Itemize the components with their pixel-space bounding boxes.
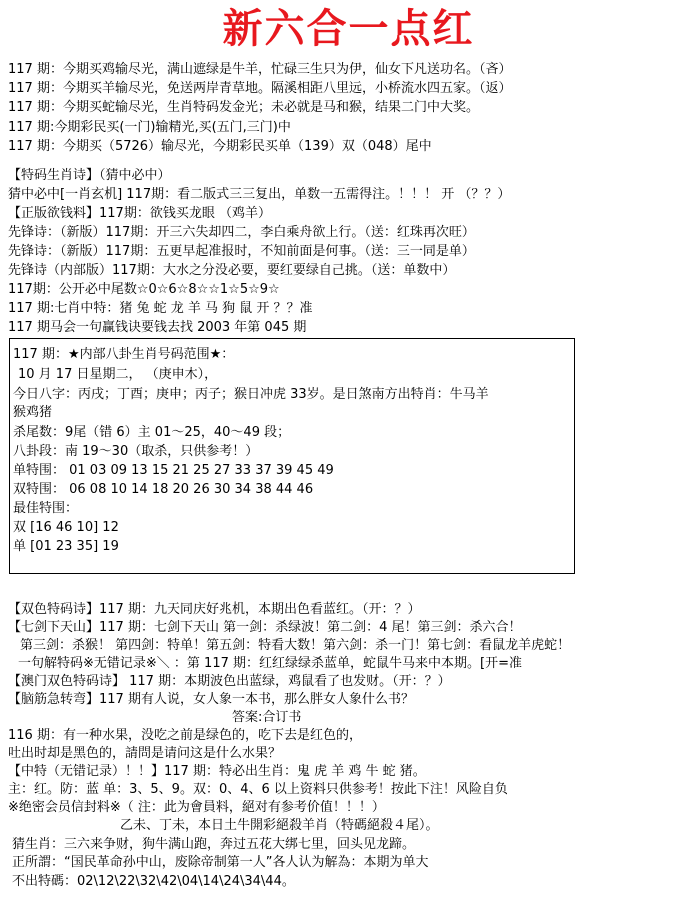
- text-line: 【中特（无错记录）！！】117 期：特必出生肖：鬼 虎 羊 鸡 牛 蛇 猪。: [8, 764, 426, 779]
- text-line: 吐出时却是黑色的，請問是请问这是什么水果？: [8, 746, 282, 761]
- text-line: 先锋诗：（新版）117期：五更早起准报时，不知前面是何事。（送：三一同是单）: [8, 244, 475, 259]
- text-line: 117 期:今期彩民买(一门)输精光,买(五门,三门)中: [8, 120, 291, 135]
- page-title: 新六合一点红: [222, 5, 475, 52]
- text-line: 【澳门双色特码诗】 117 期：本期波色出蓝绿，鸡鼠看了也发财。（开：？）: [8, 674, 451, 689]
- box-line: 最佳特围：: [13, 501, 79, 516]
- text-line: 不出特碼：02\12\22\32\42\04\14\24\34\44。: [12, 874, 295, 889]
- text-line: 答案:合订书: [232, 710, 302, 725]
- text-line: 先锋诗：（新版）117期：开三六失却四二，李白乘舟欲上行。（送：红珠再次旺）: [8, 225, 475, 240]
- box-line: 双特围： 06 08 10 14 18 20 26 30 34 38 44 46: [13, 482, 314, 497]
- text-line: 【七剑下天山】117 期：七剑下天山 第一剑：杀绿波！第二剑：4 尾！第三剑：杀六合！: [8, 620, 522, 635]
- box-line: 双 [16 46 10] 12: [13, 520, 119, 535]
- box-line: 10 月 17 日星期二， （庚申木），: [18, 367, 218, 382]
- text-line: 117 期:七肖中特：猪 兔 蛇 龙 羊 马 狗 鼠 开 ？？准: [8, 301, 313, 316]
- box-line: 117 期：★内部八卦生肖号码范围★：: [13, 347, 235, 362]
- text-line: 【双色特码诗】117 期：九天同庆好兆机，本期出色看蓝红。（开：？）: [8, 602, 421, 617]
- text-line: 主：红。防：蓝 单：3、5、9。双：0、4、6 以上资料只供参考！按此下注！风险自负: [8, 782, 508, 797]
- text-line: 116 期：有一种水果，没吃之前是绿色的，吃下去是红色的，: [8, 728, 362, 743]
- text-line: 117 期：今期买鸡输尽光，满山遮绿是牛羊，忙碌三生只为伊，仙女下凡送功名。（吝）: [8, 62, 512, 77]
- text-line: 先锋诗（内部版）117期：大水之分没必要，要红要绿自己挑。（送：单数中）: [8, 263, 456, 278]
- text-line: 117 期：今期买（5726）输尽光，今期彩民买单（139）双（048）尾中: [8, 139, 432, 154]
- text-line: 猜中必中[一肖玄机] 117期：看二版式三三复出，单数一五需得注。！！！ 开 （？？）: [8, 187, 511, 202]
- text-line: ※绝密会员信封料※（ 注：此为會員料，絕对有参考价值！！！）: [8, 800, 385, 815]
- box-line: 猴鸡猪: [13, 405, 53, 420]
- box-line: 八卦段：南 19～30（取杀，只供参考！）: [13, 444, 259, 459]
- text-line: 【正版欲钱料】117期：欲钱买龙眼 （鸡羊）: [8, 206, 271, 221]
- text-line: 猜生肖：三六来争财，狗牛满山跑，奔过五花大绑七里，回头见龙蹄。: [12, 837, 416, 852]
- text-line: 117 期：今期买蛇输尽光，生肖特码发金光；未必就是马和猴，结果二门中大奖。: [8, 100, 479, 115]
- text-line: 第三剑：杀猴！ 第四剑：特单！第五剑：特看大数！第六剑：杀一门！第七剑：看鼠龙羊虎蛇！: [20, 638, 571, 653]
- text-line: 正所謂：“国民革命孙中山，废除帝制第一人”各人认为解為：本期为单大: [12, 855, 429, 870]
- range-box: [9, 338, 575, 574]
- text-line: 乙未、丁未，本日土牛開彩絕殺羊肖（特碼絕殺４尾）。: [120, 818, 439, 833]
- box-line: 单 [01 23 35] 19: [13, 539, 119, 554]
- text-line: 117 期马会一句赢钱诀要钱去找 2003 年第 045 期: [8, 320, 307, 335]
- text-line: 一句解特码※无错记录※＼ ：第 117 期：红红绿绿杀蓝单，蛇鼠牛马来中本期。[开=准: [18, 656, 522, 671]
- box-line: 杀尾数：9尾（错 6）主 01～25，40～49 段；: [13, 425, 291, 440]
- box-line: 今日八字：丙戌；丁酉；庚申；丙子；猴日冲虎 33岁。是日煞南方出特肖：牛马羊: [13, 387, 489, 402]
- box-line: 单特围： 01 03 09 13 15 21 25 27 33 37 39 45 49: [13, 463, 334, 478]
- text-line: 【特码生肖诗】（猜中必中）: [8, 168, 171, 183]
- text-line: 【脑筋急转弯】117 期有人说，女人象一本书，那么胖女人象什么书？: [8, 692, 414, 707]
- text-line: 117 期：今期买羊输尽光，免送两岸青草地。隔溪相距八里远，小桥流水四五家。（返）: [8, 81, 512, 96]
- text-line: 117期：公开必中尾数☆0☆6☆8☆☆1☆5☆9☆: [8, 282, 280, 297]
